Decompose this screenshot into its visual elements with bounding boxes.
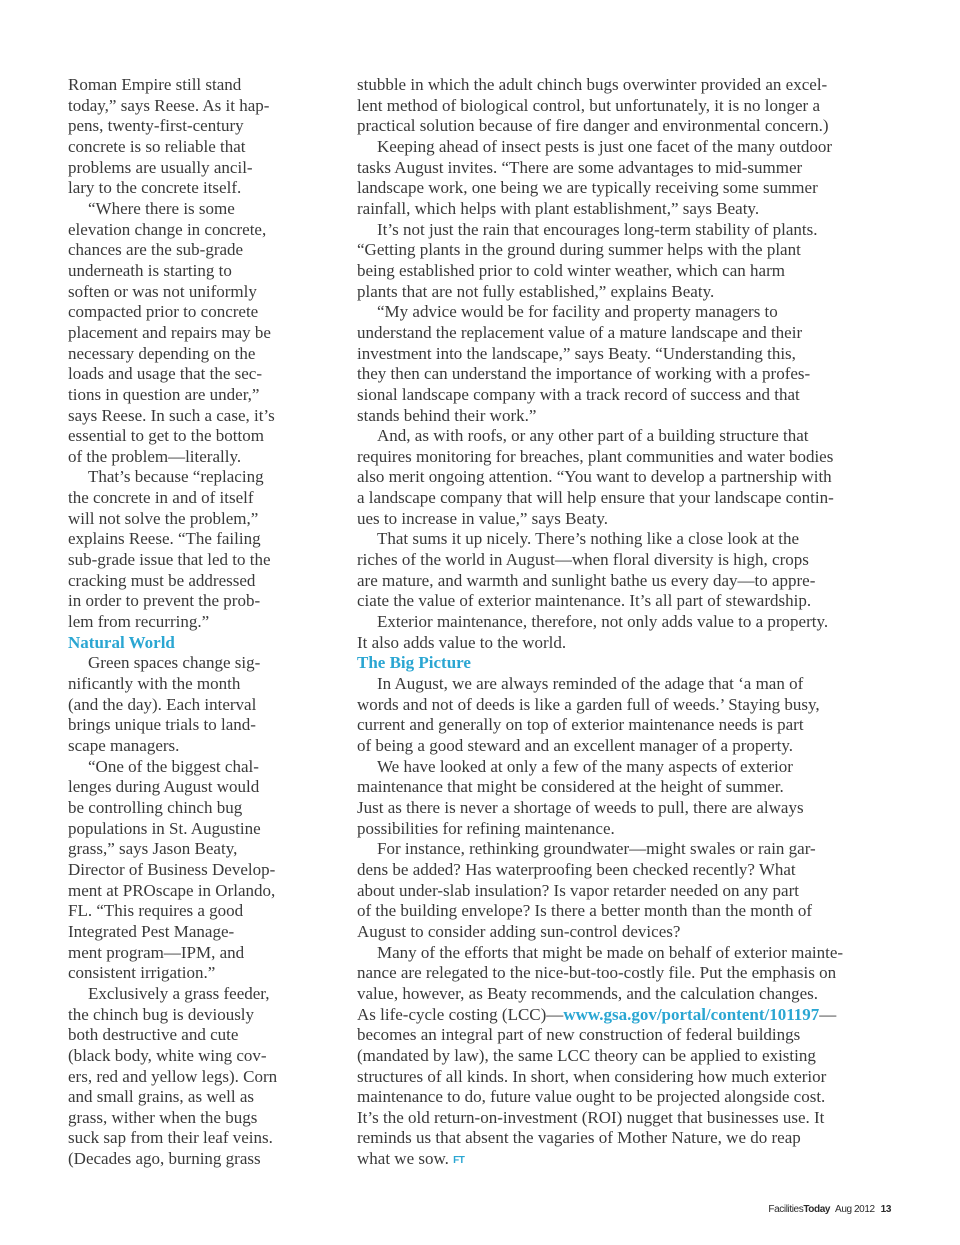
text-line: compacted prior to concrete — [68, 302, 259, 322]
text-line: will not solve the problem,” — [68, 508, 259, 528]
text-line: rainfall, which helps with plant establishment,” says Beaty. — [357, 198, 760, 218]
text-line: grass,” says Jason Beaty, — [68, 839, 238, 859]
text-line: necessary depending on the — [68, 343, 256, 363]
text-line: “One of the biggest chal- — [88, 756, 259, 776]
text-line: suck sap from their leaf veins. — [68, 1128, 273, 1148]
text-line: Integrated Pest Manage- — [68, 921, 235, 941]
text-line: lenges during August would — [68, 777, 260, 797]
text-line: We have looked at only a few of the many aspects of exterior — [377, 756, 793, 776]
text-line: are mature, and warmth and sunlight bathe us every day—to appre- — [357, 570, 816, 590]
text-line: underneath is starting to — [68, 260, 232, 280]
text-line: That sums it up nicely. There’s nothing like a close look at the — [377, 529, 800, 549]
text-line: about under-slab insulation? Is vapor retarder needed on any part — [357, 880, 799, 900]
text-line: For instance, rethinking groundwater—might swales or rain gar- — [377, 839, 816, 859]
text-line: In August, we are always reminded of the adage that ‘a man of — [377, 674, 804, 694]
text-line: tions in question are under,” — [68, 384, 260, 404]
text-segment: As life-cycle costing (LCC)— — [357, 1004, 564, 1024]
text-line: explains Reese. “The failing — [68, 529, 261, 549]
text-line: ciate the value of exterior maintenance. It’s all part of stewardship. — [357, 591, 812, 611]
text-line: lem from recurring.” — [68, 612, 210, 632]
text-line: scape managers. — [68, 736, 180, 755]
text-line: It also adds value to the world. — [357, 632, 567, 652]
text-line: sional landscape company with a track record of success and that — [357, 384, 800, 404]
right-column — [357, 75, 877, 1170]
text-line: nificantly with the month — [68, 674, 241, 694]
text-line: placement and repairs may be — [68, 322, 271, 342]
text-line: the concrete in and of itself — [68, 488, 254, 508]
text-line: maintenance to do, future value ought to be projected alongside cost. — [357, 1087, 826, 1107]
text-line: Exterior maintenance, therefore, not only adds value to a property. — [377, 612, 829, 632]
text-line: being established prior to cold winter weather, which can harm — [357, 260, 785, 280]
text-line: ues to increase in value,” says Beaty. — [357, 508, 608, 528]
text-line: soften or was not uniformly — [68, 281, 257, 301]
text-line: It’s not just the rain that encourages long-term stability of plants. — [377, 219, 818, 239]
text-line: grass, wither when the bugs — [68, 1107, 258, 1127]
text-line: That’s because “replacing — [88, 467, 264, 487]
text-line: plants that are not fully established,” explains Beaty. — [357, 281, 715, 301]
text-line: stubble in which the adult chinch bugs overwinter provided an excel- — [357, 75, 828, 94]
text-line: Roman Empire still stand — [68, 75, 242, 94]
page-footer — [768, 1204, 891, 1215]
text-line: and small grains, as well as — [68, 1087, 255, 1107]
text-line: Director of Business Develop- — [68, 859, 276, 879]
text-line — [357, 1149, 877, 1170]
text-line: brings unique trials to land- — [68, 715, 256, 735]
text-segment: — — [819, 1004, 837, 1024]
page-number: 13 — [880, 1204, 891, 1215]
text-line: Many of the efforts that might be made on behalf of exterior mainte- — [377, 942, 844, 962]
text-line: August to consider adding sun-control devices? — [357, 921, 681, 941]
text-line: concrete is so reliable that — [68, 136, 246, 156]
text-line: the chinch bug is deviously — [68, 1004, 255, 1024]
text-line: words and not of deeds is like a garden full of weeds.’ Staying busy, — [357, 694, 820, 714]
text-line: riches of the world in August—when floral diversity is high, crops — [357, 550, 809, 570]
text-line: ment program—IPM, and — [68, 942, 245, 962]
text-line: Just as there is never a shortage of weeds to pull, there are always — [357, 797, 804, 817]
text-line: understand the replacement value of a mature landscape and their — [357, 322, 803, 342]
text-line: “My advice would be for facility and property managers to — [377, 302, 778, 322]
text-line: maintenance that might be considered at the height of summer. — [357, 777, 784, 797]
text-line: lent method of biological control, but unfortunately, it is no longer a — [357, 95, 820, 115]
text-line: says Reese. In such a case, it’s — [68, 405, 275, 425]
text-line: populations in St. Augustine — [68, 818, 261, 838]
text-line: both destructive and cute — [68, 1025, 239, 1045]
text-line: stands behind their work.” — [357, 405, 537, 425]
text-line: practical solution because of fire danger and environmental concern.) — [357, 116, 829, 136]
text-line: possibilities for refining maintenance. — [357, 818, 615, 838]
text-line: pens, twenty-first-century — [68, 116, 244, 136]
left-column — [68, 75, 296, 1170]
text-line: Exclusively a grass feeder, — [88, 983, 270, 1003]
text-line: consistent irrigation.” — [68, 963, 216, 983]
text-line: (and the day). Each interval — [68, 694, 257, 714]
text-line: structures of all kinds. In short, when considering how much exterior — [357, 1066, 827, 1086]
text-line: FL. “This requires a good — [68, 901, 244, 921]
footer-issue-date: Aug 2012 — [835, 1204, 875, 1215]
text-line: becomes an integral part of new construction of federal buildings — [357, 1025, 801, 1045]
text-line: tasks August invites. “There are some advantages to mid-summer — [357, 157, 803, 177]
text-line: (mandated by law), the same LCC theory can be applied to existing — [357, 1045, 816, 1065]
text-line: be controlling chinch bug — [68, 797, 243, 817]
footer-brand-facilities: Facilities — [768, 1204, 804, 1215]
text-line: today,” says Reese. As it hap- — [68, 95, 270, 115]
text-line: of the problem—literally. — [68, 446, 242, 466]
text-line: “Getting plants in the ground during summer helps with the plant — [357, 240, 801, 260]
text-line: Green spaces change sig- — [88, 653, 261, 673]
text-line: loads and usage that the sec- — [68, 364, 263, 384]
text-line: of the building envelope? Is there a better month than the month of — [357, 901, 813, 921]
section-heading: The Big Picture — [357, 653, 471, 673]
text-line: they then can understand the importance of working with a profes- — [357, 364, 811, 384]
text-line: requires monitoring for breaches, plant communities and water bodies — [357, 446, 834, 466]
text-line: lary to the concrete itself. — [68, 178, 242, 198]
text-line: (Decades ago, burning grass — [68, 1149, 261, 1169]
text-line — [357, 1005, 877, 1026]
footer-brand-today: Today — [803, 1204, 831, 1215]
text-line: ment at PROscape in Orlando, — [68, 880, 276, 900]
lcc-link[interactable]: www.gsa.gov/portal/content/101197 — [563, 1004, 820, 1024]
text-line: dens be added? Has waterproofing been checked recently? What — [357, 859, 796, 879]
text-line: landscape work, one being we are typically receiving some summer — [357, 178, 818, 198]
text-line: And, as with roofs, or any other part of a building structure that — [377, 426, 809, 446]
text-line: It’s the old return-on-investment (ROI) nugget that businesses use. It — [357, 1107, 825, 1127]
text-segment: what we sow. — [357, 1149, 454, 1169]
text-line: (black body, white wing cov- — [68, 1045, 267, 1065]
text-line: in order to prevent the prob- — [68, 591, 261, 611]
ft-end-mark: FT — [453, 1155, 465, 1167]
text-line: Keeping ahead of insect pests is just one facet of the many outdoor — [377, 136, 833, 156]
text-line: cracking must be addressed — [68, 570, 256, 590]
text-line: chances are the sub-grade — [68, 240, 244, 260]
text-line: current and generally on top of exterior maintenance needs is part — [357, 715, 804, 735]
text-line: reminds us that absent the vagaries of Mother Nature, we do reap — [357, 1128, 801, 1148]
text-line: essential to get to the bottom — [68, 426, 264, 446]
text-line: also merit ongoing attention. “You want to develop a partnership with — [357, 467, 832, 487]
text-line: sub-grade issue that led to the — [68, 550, 271, 570]
text-line: “Where there is some — [88, 198, 235, 218]
text-line: nance are relegated to the nice-but-too-costly file. Put the emphasis on — [357, 963, 837, 983]
text-line: value, however, as Beaty recommends, and the calculation changes. — [357, 983, 818, 1003]
section-heading: Natural World — [68, 632, 175, 652]
text-line: problems are usually ancil- — [68, 157, 253, 177]
text-line: of being a good steward and an excellent manager of a property. — [357, 736, 793, 755]
text-line: investment into the landscape,” says Beaty. “Understanding this, — [357, 343, 796, 363]
text-line: a landscape company that will help ensure that your landscape contin- — [357, 488, 834, 508]
text-line: ers, red and yellow legs). Corn — [68, 1066, 278, 1086]
text-line: elevation change in concrete, — [68, 219, 267, 239]
